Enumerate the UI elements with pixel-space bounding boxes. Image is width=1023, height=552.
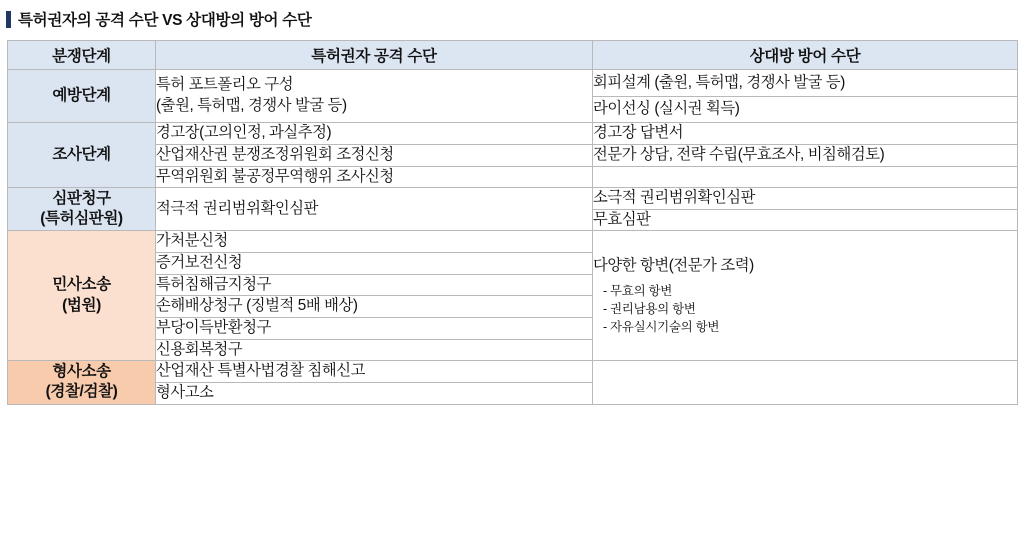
attack-cell-trial: 적극적 권리범위확인심판 bbox=[156, 188, 593, 231]
attack-line-2: (출원, 특허맵, 경쟁사 발굴 등) bbox=[156, 96, 347, 114]
defense-sub-list bbox=[593, 282, 1017, 336]
defense-cell-criminal bbox=[593, 361, 1018, 404]
stage-line-1: 민사소송 bbox=[52, 276, 111, 294]
stage-cell-criminal bbox=[8, 361, 156, 404]
table-row bbox=[8, 361, 1018, 383]
stage-line-2: (특허심판원) bbox=[40, 210, 123, 228]
attack-cell-civil-3: 특허침해금지청구 bbox=[156, 274, 593, 296]
defense-cell-investigation-1: 경고장 답변서 bbox=[593, 123, 1018, 145]
attack-cell-criminal-1: 산업재산 특별사법경찰 침해신고 bbox=[156, 361, 593, 383]
attack-cell-civil-5: 부당이득반환청구 bbox=[156, 318, 593, 340]
attack-cell-civil-1: 가처분신청 bbox=[156, 231, 593, 253]
defense-sub-item: - 권리남용의 항변 bbox=[603, 301, 696, 316]
defense-cell-civil bbox=[593, 231, 1018, 361]
stage-line-1: 형사소송 bbox=[52, 363, 111, 381]
attack-cell-prevention bbox=[156, 70, 593, 123]
attack-cell-civil-6: 신용회복청구 bbox=[156, 339, 593, 361]
header-stage: 분쟁단계 bbox=[8, 41, 156, 70]
table-header-row bbox=[8, 41, 1018, 70]
stage-cell-trial bbox=[8, 188, 156, 231]
header-attack: 특허권자 공격 수단 bbox=[156, 41, 593, 70]
attack-cell-criminal-2: 형사고소 bbox=[156, 382, 593, 404]
stage-cell-investigation: 조사단계 bbox=[8, 123, 156, 188]
defense-main-text: 다양한 항변(전문가 조력) bbox=[593, 256, 754, 274]
stage-line-2: (법원) bbox=[62, 296, 101, 314]
attack-cell-civil-2: 증거보전신청 bbox=[156, 253, 593, 275]
defense-cell-investigation-2: 전문가 상담, 전략 수립(무효조사, 비침해검토) bbox=[593, 144, 1018, 166]
table-row bbox=[8, 166, 1018, 188]
stage-cell-civil bbox=[8, 231, 156, 361]
attack-line-1: 특허 포트폴리오 구성 bbox=[156, 76, 294, 93]
defense-sub-item: - 무효의 항변 bbox=[603, 283, 673, 298]
stage-line-2: (경찰/검찰) bbox=[45, 383, 118, 401]
table-row bbox=[8, 231, 1018, 253]
defense-cell-investigation-3 bbox=[593, 166, 1018, 188]
stage-cell-prevention: 예방단계 bbox=[8, 70, 156, 123]
table-row bbox=[8, 144, 1018, 166]
defense-cell-trial-1: 소극적 권리범위확인심판 bbox=[593, 188, 1018, 210]
patent-strategy-table bbox=[7, 40, 1018, 405]
defense-cell-prevention-2: 라이선싱 (실시권 획득) bbox=[593, 96, 1018, 123]
title-text: 특허권자의 공격 수단 VS 상대방의 방어 수단 bbox=[18, 12, 312, 29]
stage-line-1: 심판청구 bbox=[52, 189, 111, 207]
defense-cell-trial-2: 무효심판 bbox=[593, 209, 1018, 231]
title-accent-bar bbox=[6, 11, 11, 28]
defense-sub-item: - 자유실시기술의 항변 bbox=[603, 319, 720, 334]
table-row bbox=[8, 123, 1018, 145]
table-row bbox=[8, 70, 1018, 97]
attack-cell-investigation-2: 산업재산권 분쟁조정위원회 조정신청 bbox=[156, 144, 593, 166]
header-defense: 상대방 방어 수단 bbox=[593, 41, 1018, 70]
page-title bbox=[0, 0, 1023, 40]
defense-cell-prevention-1: 회피설계 (출원, 특허맵, 경쟁사 발굴 등) bbox=[593, 70, 1018, 97]
table-row bbox=[8, 188, 1018, 210]
attack-cell-investigation-1: 경고장(고의인정, 과실추정) bbox=[156, 123, 593, 145]
attack-cell-civil-4: 손해배상청구 (징벌적 5배 배상) bbox=[156, 296, 593, 318]
attack-cell-investigation-3: 무역위원회 불공정무역행위 조사신청 bbox=[156, 166, 593, 188]
